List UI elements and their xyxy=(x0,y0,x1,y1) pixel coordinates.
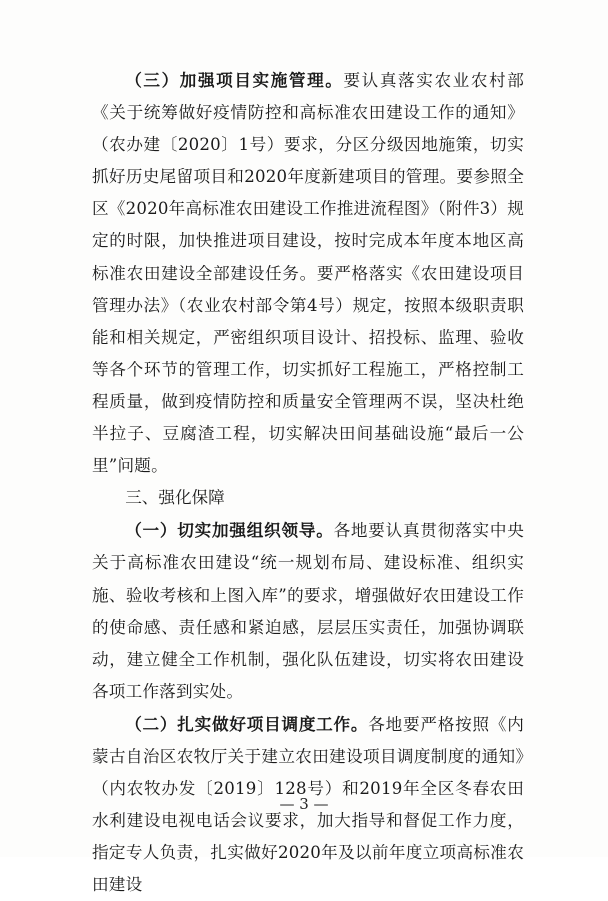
document-body xyxy=(92,64,524,901)
paragraph-text: 各地要严格按照《内蒙古自治区农牧厅关于建立农田建设项目调度制度的通知》（内农牧办发〔2019〕128号）和2019年全区冬春农田水利建设电视电话会议要求，加大指导和督促工作力度，指定专人负责，扎实做好2020年及以前年度立项高标准农田建设 xyxy=(92,714,524,895)
paragraph-lead: （二）扎实做好项目调度工作。 xyxy=(125,713,369,734)
paragraph-text: 要认真落实农业农村部《关于统筹做好疫情防控和高标准农田建设工作的通知》（农办建〔2020〕1号）要求，分区分级因地施策，切实抓好历史尾留项目和2020年度新建项目的管理。要参照全区《2020年高标准农田建设工作推进流程图》（附件3）规定的时限，加快推进项目建设，按时完成本年度本地区高标准农田建设全部建设任务。要严格落实《农田建设项目管理办法》（农业农村部令第4号）规定，按照本级职责职能和相关规定，严密组织项目设计、招投标、监理、验收等各个环节的管理工作，切实抓好工程施工，严格控制工程质量，做到疫情防控和质量安全管理两不误，坚决杜绝半拉子、豆腐渣工程，切实解决田间基础设施“最后一公里”问题。 xyxy=(92,71,524,476)
paragraph-organization-leadership xyxy=(92,514,524,708)
section-heading: 三、强化保障 xyxy=(125,488,225,508)
paragraph-lead: （三）加强项目实施管理。 xyxy=(125,70,344,90)
page-number: — 3 — xyxy=(279,795,329,813)
paragraph-lead: （一）切实加强组织领导。 xyxy=(125,520,334,541)
paragraph-text: 各地要认真贯彻落实中央关于高标准农田建设“统一规划布局、建设标准、组织实施、验收考核和上图入库”的要求，增强做好农田建设工作的使命感、责任感和紧迫感，层层压实责任，加强协调联动，建立健全工作机制，强化队伍建设，切实将农田建设各项工作落到实处。 xyxy=(92,521,524,701)
paragraph-project-management xyxy=(92,64,524,482)
